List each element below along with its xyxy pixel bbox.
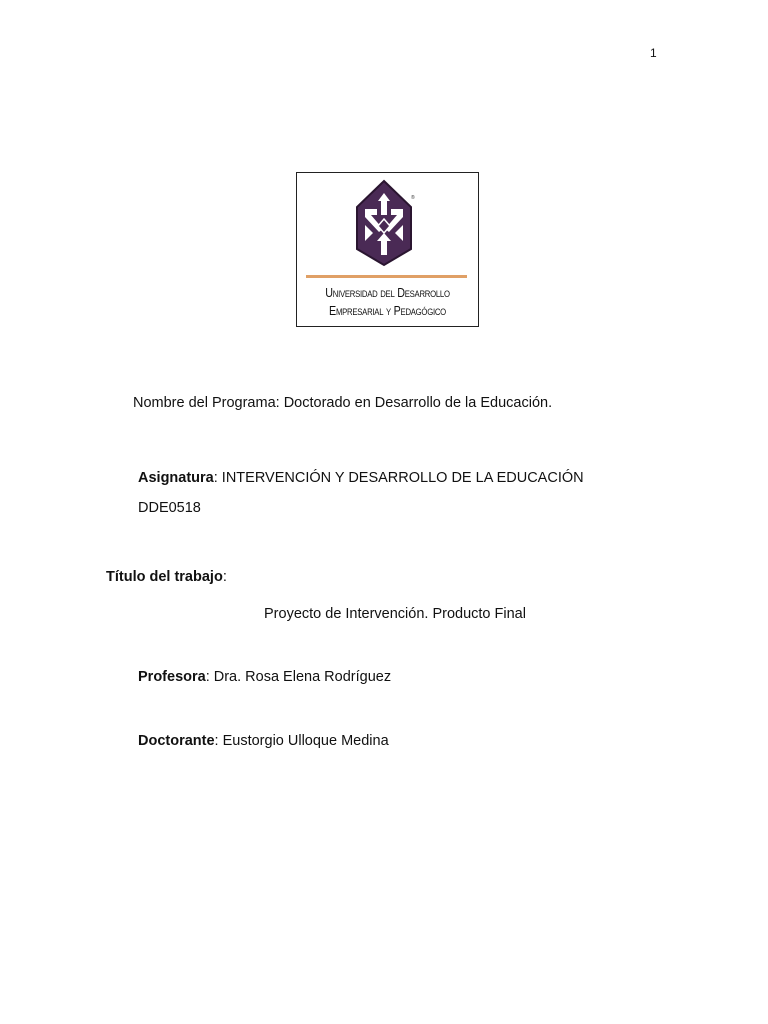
subject-code: DDE0518 (138, 500, 201, 516)
work-title-value: Proyecto de Intervención. Producto Final (264, 606, 526, 622)
subject-label: Asignatura (138, 470, 214, 486)
student-line (138, 733, 389, 749)
logo-text-line2: Empresarial y Pedagógico (329, 304, 446, 318)
university-emblem-icon (353, 179, 415, 267)
professor-line (138, 669, 391, 685)
work-title-label: Título del trabajo (106, 569, 223, 585)
program-line: Nombre del Programa: Doctorado en Desarrollo de la Educación. (133, 395, 553, 411)
work-title-colon: : (222, 569, 227, 585)
university-logo (296, 172, 479, 327)
work-title-heading (106, 569, 227, 585)
logo-text-line1: Universidad del Desarrollo (325, 286, 450, 300)
professor-value: : Dra. Rosa Elena Rodríguez (205, 669, 392, 685)
registered-mark: ® (411, 195, 415, 201)
logo-rule (306, 275, 467, 278)
subject-value: : INTERVENCIÓN Y DESARROLLO DE LA EDUCACIÓN (213, 470, 584, 486)
subject-line (138, 470, 584, 486)
student-label: Doctorante (138, 733, 215, 749)
professor-label: Profesora (138, 669, 206, 685)
page-number: 1 (650, 46, 657, 60)
student-value: : Eustorgio Ulloque Medina (214, 733, 389, 749)
